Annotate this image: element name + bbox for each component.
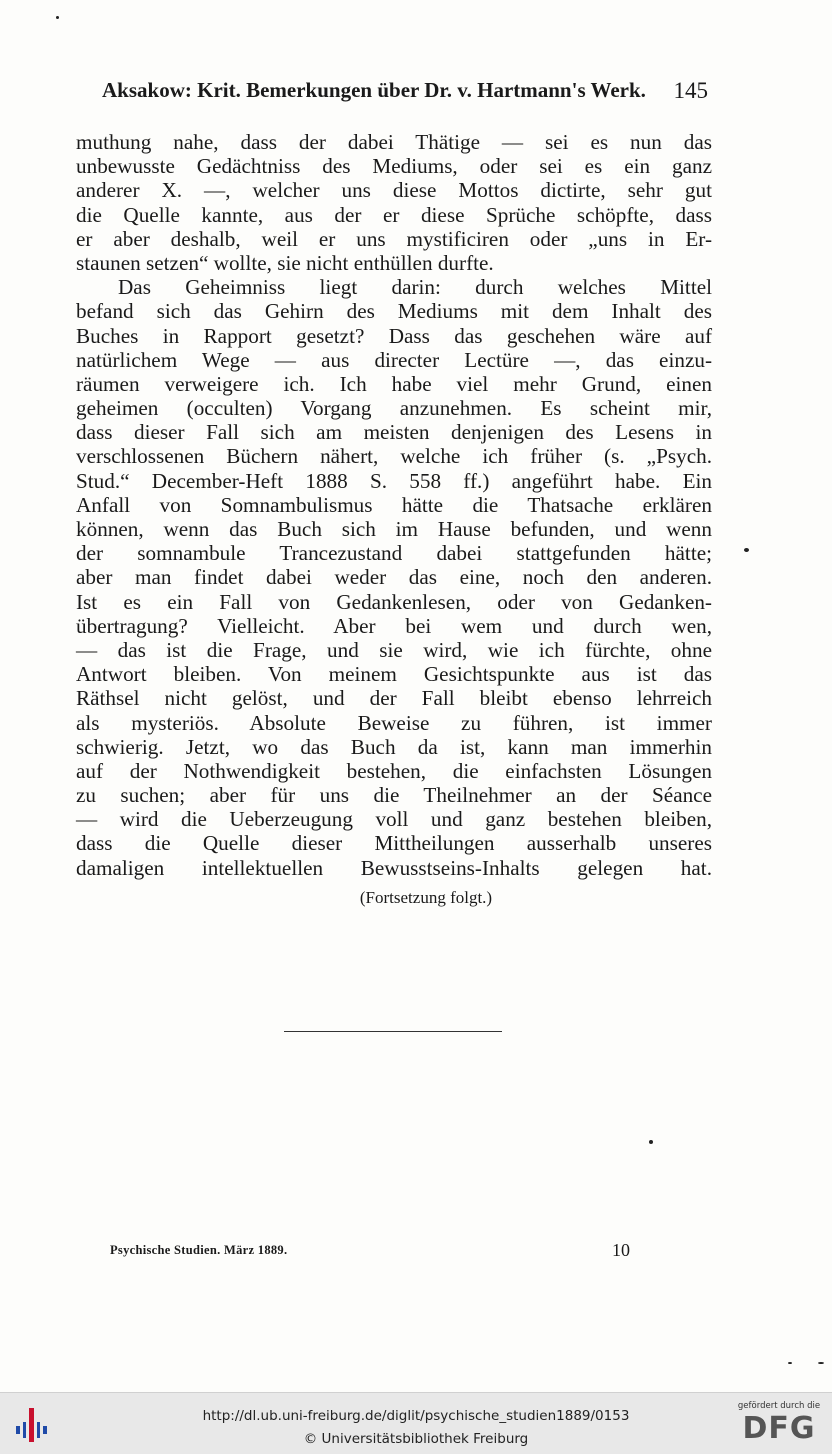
text-line: Antwort bleiben. Von meinem Gesichtspunkte aus ist das [76,662,712,687]
text-line: zu suchen; aber für uns die Theilnehmer an der Séance [76,783,712,808]
text-line: können, wenn das Buch sich im Hause befunden, und wenn [76,517,712,541]
text-line: unbewusste Gedächtniss des Mediums, oder sei es ein ganz [76,154,712,179]
text-line: der somnambule Trancezustand dabei stattgefunden hätte; [76,541,712,566]
scan-speck [56,16,59,19]
scan-speck [818,1362,824,1364]
page-number: 145 [673,78,708,103]
body-text [76,130,712,880]
continuation-note: (Fortsetzung folgt.) [359,888,493,907]
text-line: muthung nahe, dass der dabei Thätige — sei es nun das [76,130,712,154]
text-line: Das Geheimniss liegt darin: durch welches Mittel [118,275,712,300]
running-title: Aksakow: Krit. Bemerkungen über Dr. v. Hartmann's Werk. [102,78,646,102]
text-line: schwierig. Jetzt, wo das Buch da ist, kann man immerhin [76,734,712,759]
scan-speck [744,548,749,552]
text-line: damaligen intellektuellen Bewusstseins-Inhalts gelegen hat. [76,855,712,880]
journal-signature: Psychische Studien. März 1889. [110,1243,288,1257]
text-line: — das ist die Frage, und sie wird, wie ich fürchte, ohne [76,637,712,662]
dfg-logo-icon [734,1401,824,1451]
text-line: natürlichem Wege — aus directer Lectüre —, das einzu- [76,347,712,372]
text-line: anderer X. —, welcher uns diese Mottos dictirte, sehr gut [76,178,712,203]
text-line: dass dieser Fall sich am meisten denjenigen des Lesens in [76,420,712,445]
text-line: Räthsel nicht gelöst, und der Fall bleibt ebenso lehrreich [76,686,712,711]
text-line: verschlossenen Büchern nähert, welche ich früher (s. „Psych. [76,444,712,469]
scan-speck [649,1140,653,1144]
text-line: die Quelle kannte, aus der er diese Sprüche schöpfte, dass [76,202,712,227]
text-line: geheimen (occulten) Vorgang anzunehmen. Es scheint mir, [76,396,712,421]
dfg-caption: gefördert durch die [737,1401,821,1411]
text-line: als mysteriös. Absolute Beweise zu führen, ist immer [76,710,712,735]
text-line: dass die Quelle dieser Mittheilungen ausserhalb unseres [76,831,712,856]
text-line: räumen verweigere ich. Ich habe viel mehr Grund, einen [76,371,712,396]
text-line: Stud.“ December-Heft 1888 S. 558 ff.) angeführt habe. Ein [76,468,712,493]
text-line: staunen setzen“ wollte, sie nicht enthüllen durfte. [76,250,494,275]
text-line: befand sich das Gehirn des Mediums mit dem Inhalt des [76,299,712,324]
text-line: übertragung? Vielleicht. Aber bei wem und durch wen, [76,613,712,638]
text-line: aber man findet dabei weder das eine, noch den anderen. [76,565,712,590]
permalink-url[interactable]: http://dl.ub.uni-freiburg.de/diglit/psychische_studien1889/0153 [202,1408,630,1424]
copyright-notice: © Universitätsbibliothek Freiburg [303,1431,529,1447]
text-line: Ist es ein Fall von Gedankenlesen, oder von Gedanken- [76,589,712,614]
dfg-wordmark: DFG [742,1411,816,1446]
scan-speck [788,1362,792,1364]
sheet-number: 10 [612,1240,630,1260]
text-line: — wird die Ueberzeugung voll und ganz bestehen bleiben, [76,807,712,832]
running-head [102,78,712,108]
text-line: Buches in Rapport gesetzt? Dass das geschehen wäre auf [76,323,712,348]
text-line: auf der Nothwendigkeit bestehen, die einfachsten Lösungen [76,758,712,783]
text-line: er aber deshalb, weil er uns mystificiren oder „uns in Er- [76,226,712,251]
text-line: Anfall von Somnambulismus hätte die Thatsache erklären [76,492,712,517]
section-divider [284,1031,502,1032]
